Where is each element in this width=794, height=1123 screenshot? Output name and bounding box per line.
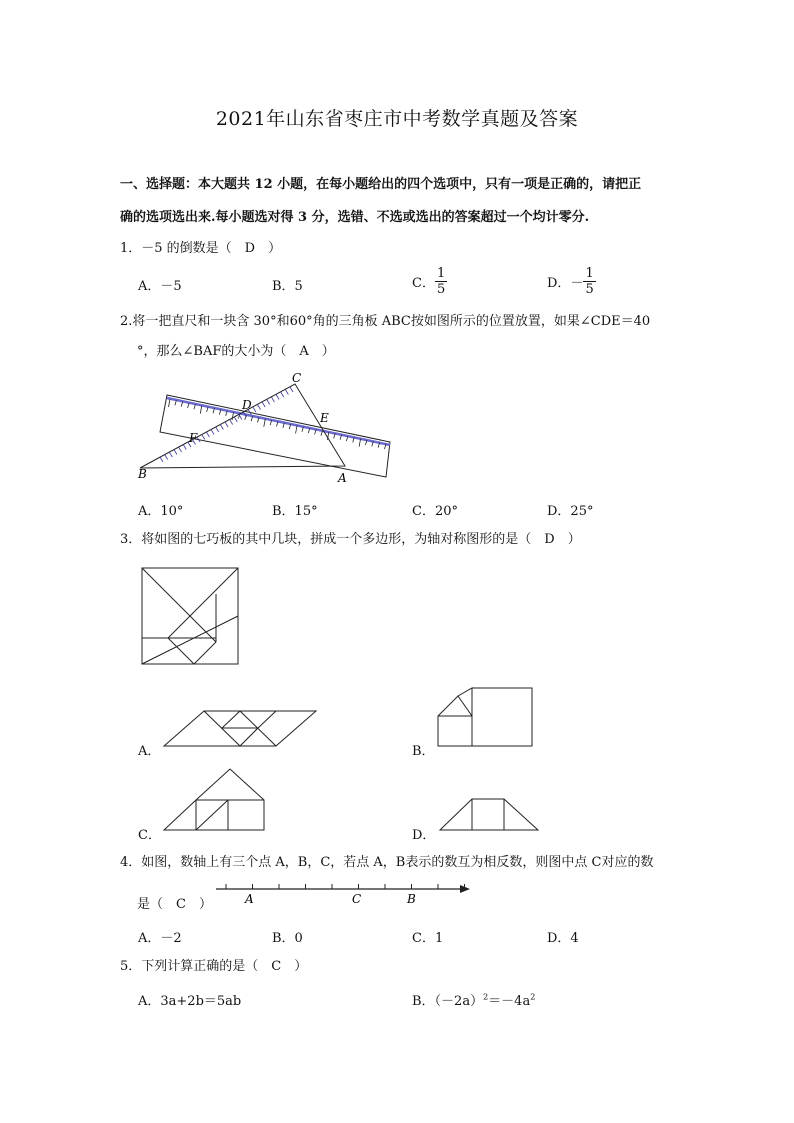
q3-option-b-label: B． <box>412 744 435 759</box>
label-f: F <box>189 431 198 445</box>
ruler-ticks <box>169 399 387 449</box>
q2-option-a: A．10° <box>138 504 184 519</box>
axis-label-a: A <box>245 892 254 906</box>
q3-option-d-figure <box>436 794 542 834</box>
q5-stem: 5．下列计算正确的是（ C ） <box>120 959 308 974</box>
label-e: E <box>320 411 329 425</box>
section-instructions-line2: 确的选项选出来.每小题选对得 3 分，选错、不选或选出的答案超过一个均计零分. <box>120 210 590 225</box>
number-line-ticks <box>226 884 465 889</box>
q2-option-b: B．15° <box>272 504 318 519</box>
q1-option-d <box>547 266 596 297</box>
q1-option-d-numerator: 1 <box>585 266 594 281</box>
tangram-square-figure <box>140 566 240 666</box>
q1-option-a: A．－5 <box>138 279 182 294</box>
q2-ruler-triangle-figure <box>130 368 400 486</box>
q1-option-c-fraction <box>435 266 447 297</box>
q1-option-d-label: D． <box>547 276 571 291</box>
q5-option-a: A．3a+2b＝5ab <box>138 994 242 1009</box>
q1-option-c-numerator: 1 <box>436 266 446 281</box>
label-d: D <box>242 398 252 412</box>
q4-stem-line1: 4．如图，数轴上有三个点 A，B，C，若点 A，B表示的数互为相反数，则图中点 C对应的数 <box>120 855 654 870</box>
q1-stem: 1．－5 的倒数是（ D ） <box>120 241 282 256</box>
q1-option-d-sign: － <box>570 276 584 291</box>
q4-option-c: C．1 <box>412 931 444 946</box>
q5-option-b-exponent2: 2 <box>530 992 536 1002</box>
q1-option-d-fraction <box>583 266 595 297</box>
q3-stem: 3．将如图的七巧板的其中几块，拼成一个多边形，为轴对称图形的是（ D ） <box>120 532 581 547</box>
q1-option-c <box>412 266 447 297</box>
q2-option-c: C．20° <box>412 504 458 519</box>
q3-option-a-label: A． <box>138 744 161 759</box>
ruler-edge-highlight <box>167 398 390 445</box>
label-a: A <box>338 471 347 485</box>
q5-option-b <box>412 990 535 1009</box>
q3-option-c-figure <box>160 766 268 836</box>
q5-option-b-main: B．（－2a） <box>412 994 484 1009</box>
label-b: B <box>138 467 147 481</box>
label-c: C <box>292 371 302 385</box>
q5-option-b-exponent: 2 <box>483 992 489 1002</box>
q5-option-b-rest: ＝－4a <box>488 994 531 1009</box>
q4-option-d: D．4 <box>547 931 579 946</box>
q2-stem-line1: 2.将一把直尺和一块含 30°和60°角的三角板 ABC按如图所示的位置放置，如果∠CDE＝40 <box>120 314 651 329</box>
q4-stem-line2: 是（ C ） <box>137 897 212 912</box>
q1-option-d-denominator: 5 <box>585 282 594 297</box>
q3-option-d-label: D． <box>412 828 436 843</box>
triangle-bc-hatching <box>160 387 293 462</box>
number-line-figure <box>210 880 474 910</box>
q1-option-b: B．5 <box>272 279 303 294</box>
page-title: 2021年山东省枣庄市中考数学真题及答案 <box>215 108 579 130</box>
q1-option-c-label: C． <box>412 276 435 291</box>
axis-label-c: C <box>352 892 362 906</box>
q1-option-c-denominator: 5 <box>436 282 446 297</box>
q2-stem-line2: °，那么∠BAF的大小为（ A ） <box>137 344 335 359</box>
q4-option-a: A．－2 <box>138 931 182 946</box>
section-instructions-line1: 一、选择题：本大题共 12 小题，在每小题给出的四个选项中，只有一项是正确的，请把正 <box>120 177 642 192</box>
axis-label-b: B <box>407 892 416 906</box>
q2-option-d: D．25° <box>547 504 594 519</box>
q3-option-a-figure <box>160 708 320 750</box>
q3-option-c-label: C． <box>138 828 161 843</box>
q4-option-b: B．0 <box>272 931 303 946</box>
q3-option-b-figure <box>436 686 536 750</box>
